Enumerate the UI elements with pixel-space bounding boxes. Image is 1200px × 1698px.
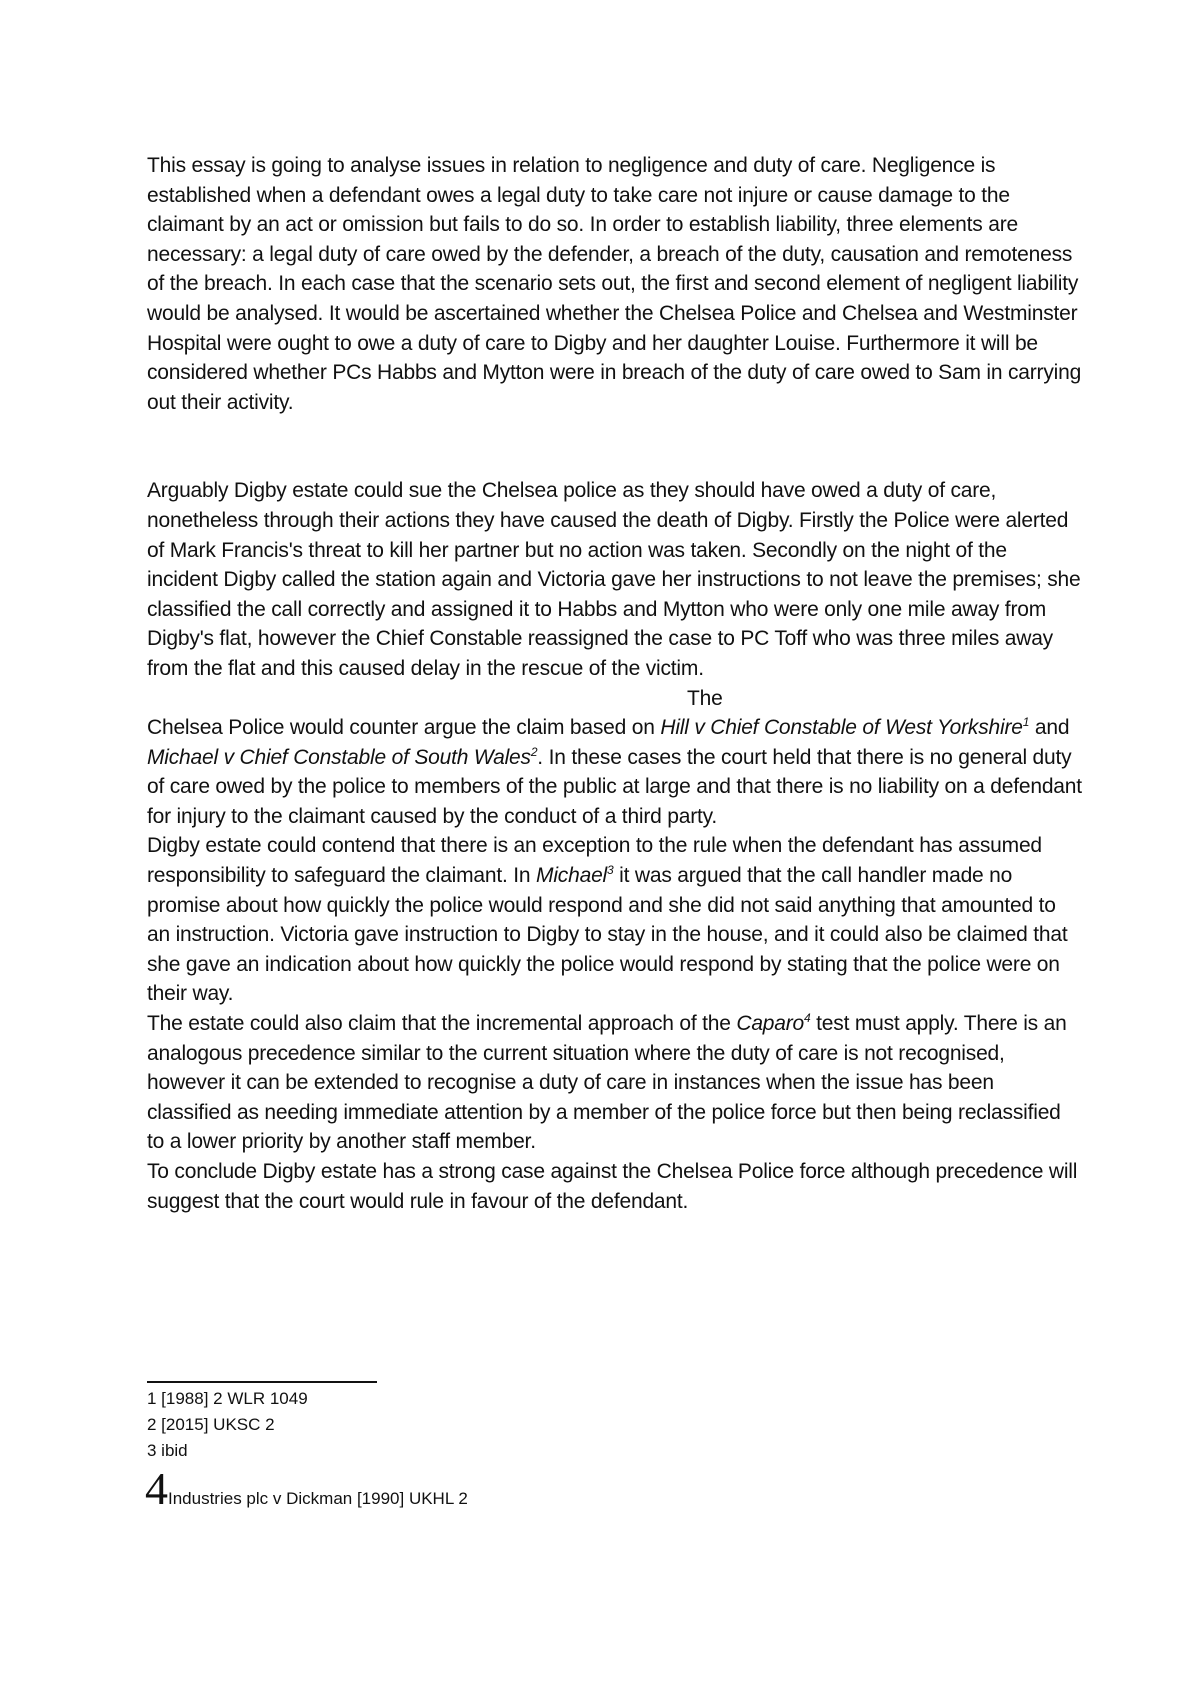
footnote-3: 3 ibid [147,1441,188,1460]
exception-end: it was argued that the call handler made no promise about how quickly the police would respond and she did not said anything that amounted to an instruction. Victoria gave instruction to Digby to stay in the house, and it could also be claimed that she gave an indication about how quickly the police would respond by stating that the police were on their way. [147,864,1068,1006]
case-citation-michael: Michael v Chief Constable of South Wales [147,745,531,769]
counter-start: Chelsea Police would counter argue the claim based on [147,716,661,740]
paragraph-police-trailing: The [687,686,723,710]
paragraph-police-text: Arguably Digby estate could sue the Chelsea police as they should have owed a duty of care, nonetheless through their actions they have caused the death of Digby. Firstly the Police were alerted of Mark Francis's threat to kill her partner but no action was taken. Secondly on the night of the incident Digby called the station again and Victoria gave her instructions to not leave the premises; she classified the call correctly and assigned it to Habbs and Mytton who were only one mile away from Digby's flat, however the Chief Constable reassigned the case to PC Toff who was three miles away from the flat and this caused delay in the rescue of the victim. [147,479,1081,680]
paragraph-conclusion: To conclude Digby estate has a strong case against the Chelsea Police force although precedence will suggest that the court would rule in favour of the defendant. [147,1160,1078,1213]
case-citation-caparo: Caparo [736,1012,805,1036]
footnote-4-text: Industries plc v Dickman [1990] UKHL 2 [168,1489,468,1508]
essay-body [147,151,1082,1216]
paragraph-caparo [147,1009,1082,1157]
case-citation-michael-ref: Michael [536,864,608,888]
paragraph-intro: This essay is going to analyse issues in relation to negligence and duty of care. Negligence is established when a defendant owes a legal duty to take care not injure or cause damage to the claimant by an act or omission but fails to do so. In order to establish liability, three elements are necessary: a legal duty of care owed by the defender, a breach of the duty, causation and remoteness of the breach. In each case that the scenario sets out, the first and second element of negligent liability would be analysed. It would be ascertained whether the Chelsea Police and Chelsea and Westminster Hospital were ought to owe a duty of care to Digby and her daughter Louise. Furthermore it will be considered whether PCs Habbs and Mytton were in breach of the duty of care owed to Sam in carrying out their activity. [147,154,1082,414]
counter-end: . In these cases the court held that there is no general duty of care owed by the police to members of the public at large and that there is no liability on a defendant for injury to the claimant caused by the conduct of a third party. [147,745,1082,828]
footnote-2: 2 [2015] UKSC 2 [147,1415,275,1434]
caparo-end: test must apply. There is an analogous precedence similar to the current situation where the duty of care is not recognised, however it can be extended to recognise a duty of care in instances when the issue has been classified as needing immediate attention by a member of the police force but then being reclassified to a lower priority by another staff member. [147,1012,1067,1154]
footnote-4-number: 4 [145,1463,168,1514]
footnote-separator [147,1381,377,1383]
exception-start: Digby estate could contend that there is an exception to the rule when the defendant has assumed responsibility to safeguard the claimant. In [147,834,1042,888]
footnote-ref-3[interactable]: 3 [607,863,614,878]
paragraph-police [147,476,1082,713]
footnote-ref-1[interactable]: 1 [1022,715,1030,730]
case-citation-hill: Hill v Chief Constable of West Yorkshire [660,716,1023,740]
paragraph-gap [147,417,1082,476]
footnotes-section [147,1386,308,1464]
counter-and: and [1029,716,1070,740]
footnote-ref-2[interactable]: 2 [530,744,538,759]
paragraph-exception [147,831,1082,1009]
paragraph-counter-argument [147,713,1082,831]
footnote-1: 1 [1988] 2 WLR 1049 [147,1389,308,1408]
footnote-4 [145,1463,468,1514]
footnote-ref-4[interactable]: 4 [804,1011,811,1026]
caparo-start: The estate could also claim that the incremental approach of the [147,1012,737,1036]
